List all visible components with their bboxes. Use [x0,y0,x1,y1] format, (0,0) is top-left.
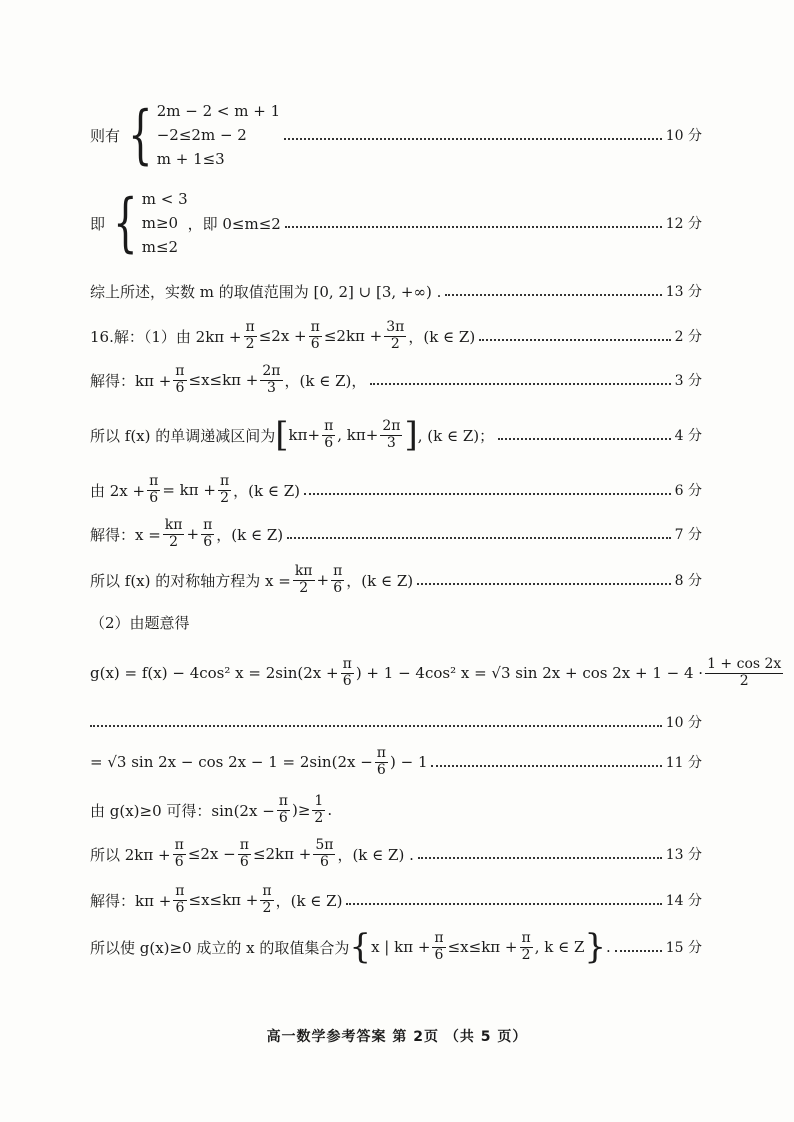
fraction [201,518,214,550]
fraction [173,364,186,396]
numerator: kπ [294,563,313,580]
text-segment: 所以 f(x) 的单调递减区间为 [90,426,276,445]
numerator: π [434,930,444,947]
denominator: 2 [262,899,272,916]
denominator: 2 [314,809,324,826]
denominator: 6 [175,379,185,396]
denominator: 2 [169,533,179,550]
denominator: 6 [310,335,320,352]
score-label: 10 分 [665,128,702,144]
numerator: π [278,793,288,810]
fraction [260,884,273,916]
inequality-system [105,187,188,259]
denominator: 2 [220,489,229,506]
score-label: 2 分 [674,329,702,345]
text-segment: = √3 sin 2x − cos 2x − 1 = 2sin(2x − [90,753,373,771]
system-line: m < 3 [141,190,188,208]
denominator: 2 [521,946,531,963]
score-label: 8 分 [674,573,702,589]
denominator: 6 [376,761,386,778]
denominator: 2 [390,335,400,352]
step-row-7 [90,514,702,554]
denominator: 2 [739,672,749,689]
fraction [293,564,315,596]
text-segment: ≤x≤kπ + [188,371,259,389]
numerator: π [333,563,343,580]
step-row-10a [90,100,702,170]
text-segment: 所以使 g(x)≥0 成立的 x 的取值集合为 [90,938,350,957]
text-segment: ≤x≤kπ + [447,938,518,956]
fraction [341,657,354,689]
score-label: 4 分 [674,428,702,444]
inequality-system [120,99,280,171]
score-label: 11 分 [665,755,702,771]
text-segment: ，(k ∈ Z)， [284,371,367,390]
left-curly-brace-icon: { [349,927,372,967]
label-zeyou: 则有 [90,126,121,145]
text-segment: . [606,938,611,956]
text-segment: 16.解：（1）由 2kπ + [90,327,242,346]
numerator: π [376,745,386,762]
denominator: 2 [245,335,255,352]
step-row-12b [90,790,702,830]
fraction [277,794,290,826]
denominator: 6 [203,533,213,550]
score-label: 15 分 [665,940,702,956]
text-segment: 所以 f(x) 的对称轴方程为 x = [90,571,291,590]
numerator: 2π [382,418,401,435]
text-segment: ) + 1 − 4cos² x = √3 sin 2x + cos 2x + 1 − 4 · [355,664,704,682]
text-segment: )≥ [291,801,311,819]
numerator: π [521,930,531,947]
text-segment: , (k ∈ Z)； [417,426,495,445]
fraction [218,474,231,506]
label-ji: 即 [90,214,106,233]
score-label: 6 分 [674,483,702,499]
score-label: 10 分 [665,715,702,731]
text-segment: ) − 1 [389,753,428,771]
text-segment: g(x) = f(x) − 4cos² x = 2sin(2x + [90,664,339,682]
fraction [173,884,186,916]
denominator: 6 [324,434,334,451]
numerator: kπ [164,517,183,534]
leader-dots [431,765,661,767]
numerator: π [239,837,249,854]
right-curly-brace-icon: } [584,927,607,967]
leader-dots [498,438,671,440]
leader-dots [615,950,662,952]
system-line: −2≤2m − 2 [156,126,247,144]
fraction [244,320,257,352]
leader-dots [370,383,670,385]
text-segment: = kπ + [162,481,216,499]
text-segment: ，(k ∈ Z) [346,571,414,590]
numerator: π [149,473,159,490]
text-segment: ，(k ∈ Z) . [337,845,414,864]
system-line: 2m − 2 < m + 1 [156,102,281,120]
text-segment: ≤x≤kπ + [188,891,259,909]
fraction [705,657,783,689]
fraction [520,931,533,963]
step-row-15 [90,924,702,970]
step-row-4 [90,410,702,460]
fraction [173,838,186,870]
leader-dots [284,138,662,140]
denominator: 2 [299,579,309,596]
denominator: 6 [175,899,185,916]
numerator: 1 [314,793,324,810]
denominator: 6 [333,579,343,596]
fraction [384,320,406,352]
denominator: 6 [149,489,159,506]
numerator: π [245,319,255,336]
fraction [312,794,325,826]
text-segment: ，(k ∈ Z) [408,327,476,346]
conclusion-text: ，即 0≤m≤2 [187,214,281,233]
text-segment: ≤2kπ + [252,845,312,863]
step-row-13b [90,834,702,874]
text-segment: + [186,525,200,543]
text-segment: ≤2kπ + [323,327,383,345]
numerator: π [219,473,230,490]
numerator: π [175,883,185,900]
numerator: π [174,837,184,854]
score-label: 12 分 [665,216,702,232]
score-label: 3 分 [674,373,702,389]
text-segment: , kπ+ [337,426,379,444]
step-row-12a [90,188,702,258]
denominator: 6 [278,809,288,826]
text-segment: 解得：kπ + [90,371,172,390]
text-segment: 所以 2kπ + [90,845,171,864]
text-segment: ，(k ∈ Z) [233,481,300,500]
numerator: π [310,319,320,336]
denominator: 6 [239,853,249,870]
text-segment: + [316,571,330,589]
system-line: m≤2 [141,238,179,256]
numerator: 3π [386,319,405,336]
step-row-8 [90,560,702,600]
denominator: 3 [266,379,276,396]
numerator: π [262,883,272,900]
fraction [432,931,445,963]
left-bracket-icon: [ [275,415,289,455]
step-row-11 [90,742,702,782]
fraction [260,364,282,396]
leader-dots [285,226,662,228]
text-segment: ≤2x + [258,327,307,345]
g-equation-row [90,648,782,698]
fraction [309,320,322,352]
page-footer: 高一数学参考答案 第 2页 （共 5 页） [266,1029,528,1045]
text-segment: 解得：kπ + [90,891,172,910]
score-label: 7 分 [674,527,702,543]
fraction [163,518,185,550]
text-segment: kπ+ [288,426,321,444]
fraction [238,838,251,870]
leader-dots [287,537,671,539]
numerator: 2π [262,363,281,380]
fraction [313,838,335,870]
step-row-14 [90,880,702,920]
leader-dots [346,903,661,905]
leader-dots [479,339,670,341]
fraction [322,419,335,451]
left-brace-icon: { [113,186,138,260]
step-row-3 [90,360,702,400]
fraction [375,746,388,778]
denominator: 6 [342,672,352,689]
denominator: 6 [174,853,184,870]
numerator: π [324,418,334,435]
step-row-6 [90,470,702,510]
summary-text: 综上所述，实数 m 的取值范围为 [0, 2] ∪ [3, +∞) . [90,282,442,301]
denominator: 3 [386,434,396,451]
text-segment: 由 2x + [90,481,146,500]
right-bracket-icon: ] [404,415,418,455]
fraction [380,419,402,451]
text-segment: ，(k ∈ Z) [216,525,284,544]
text-segment: , k ∈ Z [534,938,585,956]
numerator: π [175,363,185,380]
numerator: π [342,656,352,673]
fraction [147,474,160,506]
leader-dots [445,294,661,296]
step-row-13a [90,278,702,304]
denominator: 6 [434,946,444,963]
text-segment: ，(k ∈ Z) [275,891,343,910]
text-segment: . [327,801,333,819]
fraction [331,564,344,596]
system-line: m + 1≤3 [156,150,225,168]
section-heading: （2）由题意得 [90,613,190,632]
score-label: 13 分 [665,847,702,863]
leader-dots [417,583,670,585]
leader-dots [90,725,662,727]
step-row-2 [90,316,702,356]
system-line: m≥0 [141,214,179,232]
text-segment: 解得：x = [90,525,161,544]
leader-dots [418,857,662,859]
part-2-heading [90,610,702,634]
numerator: 1 + cos 2x [707,656,782,673]
score-label: 13 分 [665,284,702,300]
text-segment: ≤2x − [187,845,236,863]
denominator: 6 [319,853,329,870]
left-brace-icon: { [128,98,153,172]
numerator: π [203,517,213,534]
score-label: 14 分 [665,893,702,909]
step-row-10b [90,710,702,734]
text-segment: x | kπ + [371,938,431,956]
numerator: 5π [315,837,334,854]
text-segment: 由 g(x)≥0 可得：sin(2x − [90,801,275,820]
leader-dots [304,493,671,495]
